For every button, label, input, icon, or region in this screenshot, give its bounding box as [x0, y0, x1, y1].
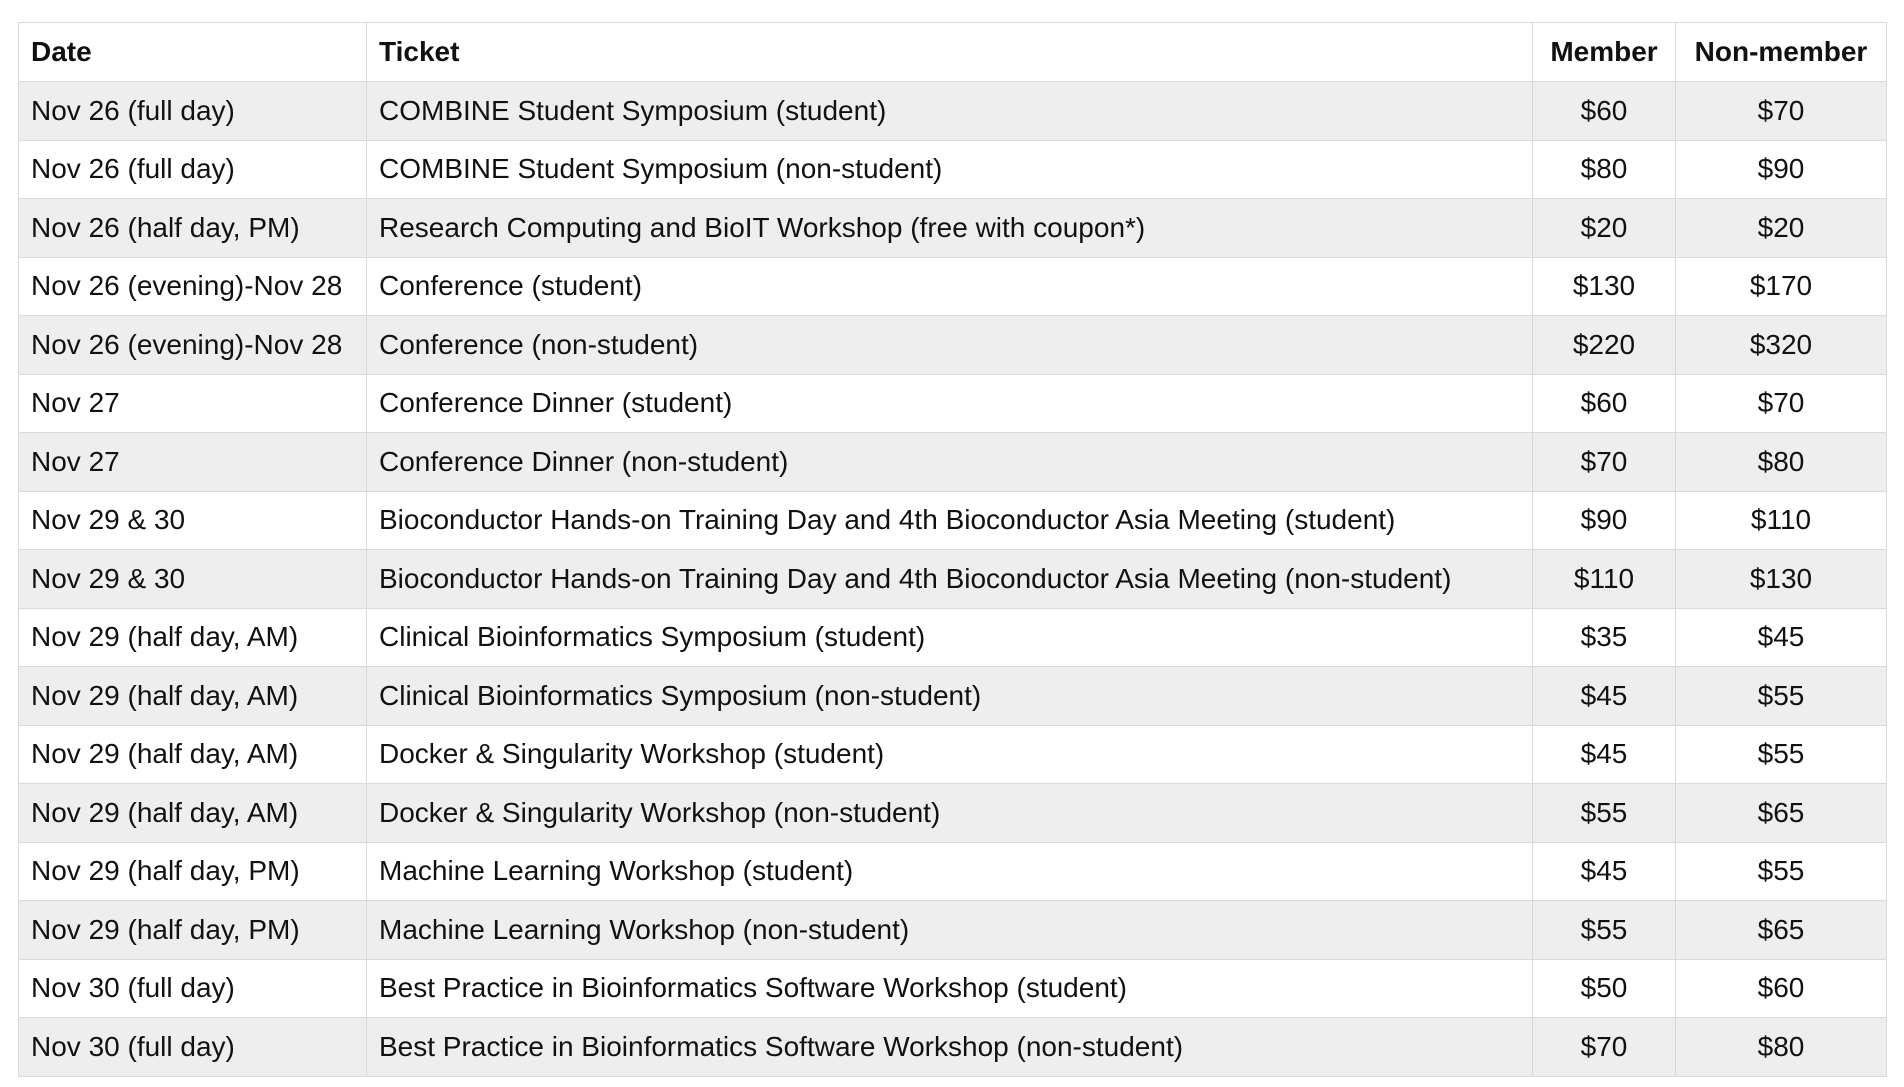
table-row — [19, 842, 1887, 901]
cell-member-price: $35 — [1533, 608, 1676, 667]
cell-member-price: $20 — [1533, 199, 1676, 258]
cell-non-member-price: $55 — [1676, 667, 1887, 726]
cell-non-member-price: $55 — [1676, 842, 1887, 901]
cell-member-price: $60 — [1533, 374, 1676, 433]
header-date: Date — [19, 23, 367, 82]
table-row — [19, 199, 1887, 258]
cell-ticket: Conference (non-student) — [367, 316, 1533, 375]
cell-non-member-price: $65 — [1676, 784, 1887, 843]
cell-member-price: $45 — [1533, 667, 1676, 726]
cell-date: Nov 29 & 30 — [19, 491, 367, 550]
cell-ticket: COMBINE Student Symposium (student) — [367, 82, 1533, 141]
cell-ticket: Docker & Singularity Workshop (non-student) — [367, 784, 1533, 843]
cell-ticket: Bioconductor Hands-on Training Day and 4th Bioconductor Asia Meeting (student) — [367, 491, 1533, 550]
cell-member-price: $55 — [1533, 901, 1676, 960]
cell-date: Nov 29 (half day, PM) — [19, 901, 367, 960]
cell-ticket: Machine Learning Workshop (student) — [367, 842, 1533, 901]
cell-non-member-price: $170 — [1676, 257, 1887, 316]
table-row — [19, 608, 1887, 667]
cell-non-member-price: $110 — [1676, 491, 1887, 550]
cell-member-price: $60 — [1533, 82, 1676, 141]
cell-ticket: Machine Learning Workshop (non-student) — [367, 901, 1533, 960]
cell-ticket: Bioconductor Hands-on Training Day and 4th Bioconductor Asia Meeting (non-student) — [367, 550, 1533, 609]
cell-member-price: $130 — [1533, 257, 1676, 316]
table-body — [19, 82, 1887, 1077]
cell-non-member-price: $90 — [1676, 140, 1887, 199]
table-row — [19, 959, 1887, 1018]
cell-non-member-price: $130 — [1676, 550, 1887, 609]
cell-ticket: Clinical Bioinformatics Symposium (non-student) — [367, 667, 1533, 726]
table-row — [19, 725, 1887, 784]
cell-ticket: Best Practice in Bioinformatics Software Workshop (non-student) — [367, 1018, 1533, 1077]
table-row — [19, 433, 1887, 492]
header-member: Member — [1533, 23, 1676, 82]
cell-member-price: $90 — [1533, 491, 1676, 550]
cell-date: Nov 29 (half day, AM) — [19, 784, 367, 843]
cell-ticket: Research Computing and BioIT Workshop (free with coupon*) — [367, 199, 1533, 258]
cell-member-price: $80 — [1533, 140, 1676, 199]
cell-non-member-price: $70 — [1676, 82, 1887, 141]
cell-non-member-price: $80 — [1676, 433, 1887, 492]
cell-date: Nov 29 & 30 — [19, 550, 367, 609]
header-row — [19, 23, 1887, 82]
cell-non-member-price: $45 — [1676, 608, 1887, 667]
table-row — [19, 491, 1887, 550]
cell-date: Nov 26 (evening)-Nov 28 — [19, 257, 367, 316]
cell-non-member-price: $80 — [1676, 1018, 1887, 1077]
cell-ticket: COMBINE Student Symposium (non-student) — [367, 140, 1533, 199]
cell-non-member-price: $65 — [1676, 901, 1887, 960]
pricing-table — [18, 22, 1887, 1077]
cell-ticket: Best Practice in Bioinformatics Software Workshop (student) — [367, 959, 1533, 1018]
cell-date: Nov 26 (half day, PM) — [19, 199, 367, 258]
header-ticket: Ticket — [367, 23, 1533, 82]
table-row — [19, 667, 1887, 726]
cell-date: Nov 27 — [19, 374, 367, 433]
cell-date: Nov 26 (full day) — [19, 82, 367, 141]
cell-date: Nov 30 (full day) — [19, 959, 367, 1018]
cell-date: Nov 26 (full day) — [19, 140, 367, 199]
cell-date: Nov 29 (half day, AM) — [19, 608, 367, 667]
table-row — [19, 784, 1887, 843]
cell-member-price: $70 — [1533, 433, 1676, 492]
cell-non-member-price: $60 — [1676, 959, 1887, 1018]
cell-ticket: Conference (student) — [367, 257, 1533, 316]
table-row — [19, 257, 1887, 316]
table-row — [19, 374, 1887, 433]
cell-date: Nov 26 (evening)-Nov 28 — [19, 316, 367, 375]
cell-member-price: $70 — [1533, 1018, 1676, 1077]
cell-ticket: Docker & Singularity Workshop (student) — [367, 725, 1533, 784]
table-row — [19, 1018, 1887, 1077]
cell-date: Nov 29 (half day, AM) — [19, 725, 367, 784]
cell-member-price: $110 — [1533, 550, 1676, 609]
cell-non-member-price: $70 — [1676, 374, 1887, 433]
cell-member-price: $220 — [1533, 316, 1676, 375]
table-row — [19, 550, 1887, 609]
pricing-table-container — [18, 22, 1886, 1077]
table-row — [19, 316, 1887, 375]
cell-ticket: Clinical Bioinformatics Symposium (student) — [367, 608, 1533, 667]
cell-ticket: Conference Dinner (student) — [367, 374, 1533, 433]
cell-member-price: $45 — [1533, 725, 1676, 784]
header-non-member: Non-member — [1676, 23, 1887, 82]
cell-non-member-price: $320 — [1676, 316, 1887, 375]
cell-date: Nov 27 — [19, 433, 367, 492]
cell-member-price: $50 — [1533, 959, 1676, 1018]
cell-date: Nov 29 (half day, AM) — [19, 667, 367, 726]
cell-non-member-price: $20 — [1676, 199, 1887, 258]
cell-date: Nov 29 (half day, PM) — [19, 842, 367, 901]
cell-member-price: $55 — [1533, 784, 1676, 843]
table-row — [19, 82, 1887, 141]
cell-date: Nov 30 (full day) — [19, 1018, 367, 1077]
table-row — [19, 901, 1887, 960]
table-header — [19, 23, 1887, 82]
cell-ticket: Conference Dinner (non-student) — [367, 433, 1533, 492]
table-row — [19, 140, 1887, 199]
cell-non-member-price: $55 — [1676, 725, 1887, 784]
cell-member-price: $45 — [1533, 842, 1676, 901]
